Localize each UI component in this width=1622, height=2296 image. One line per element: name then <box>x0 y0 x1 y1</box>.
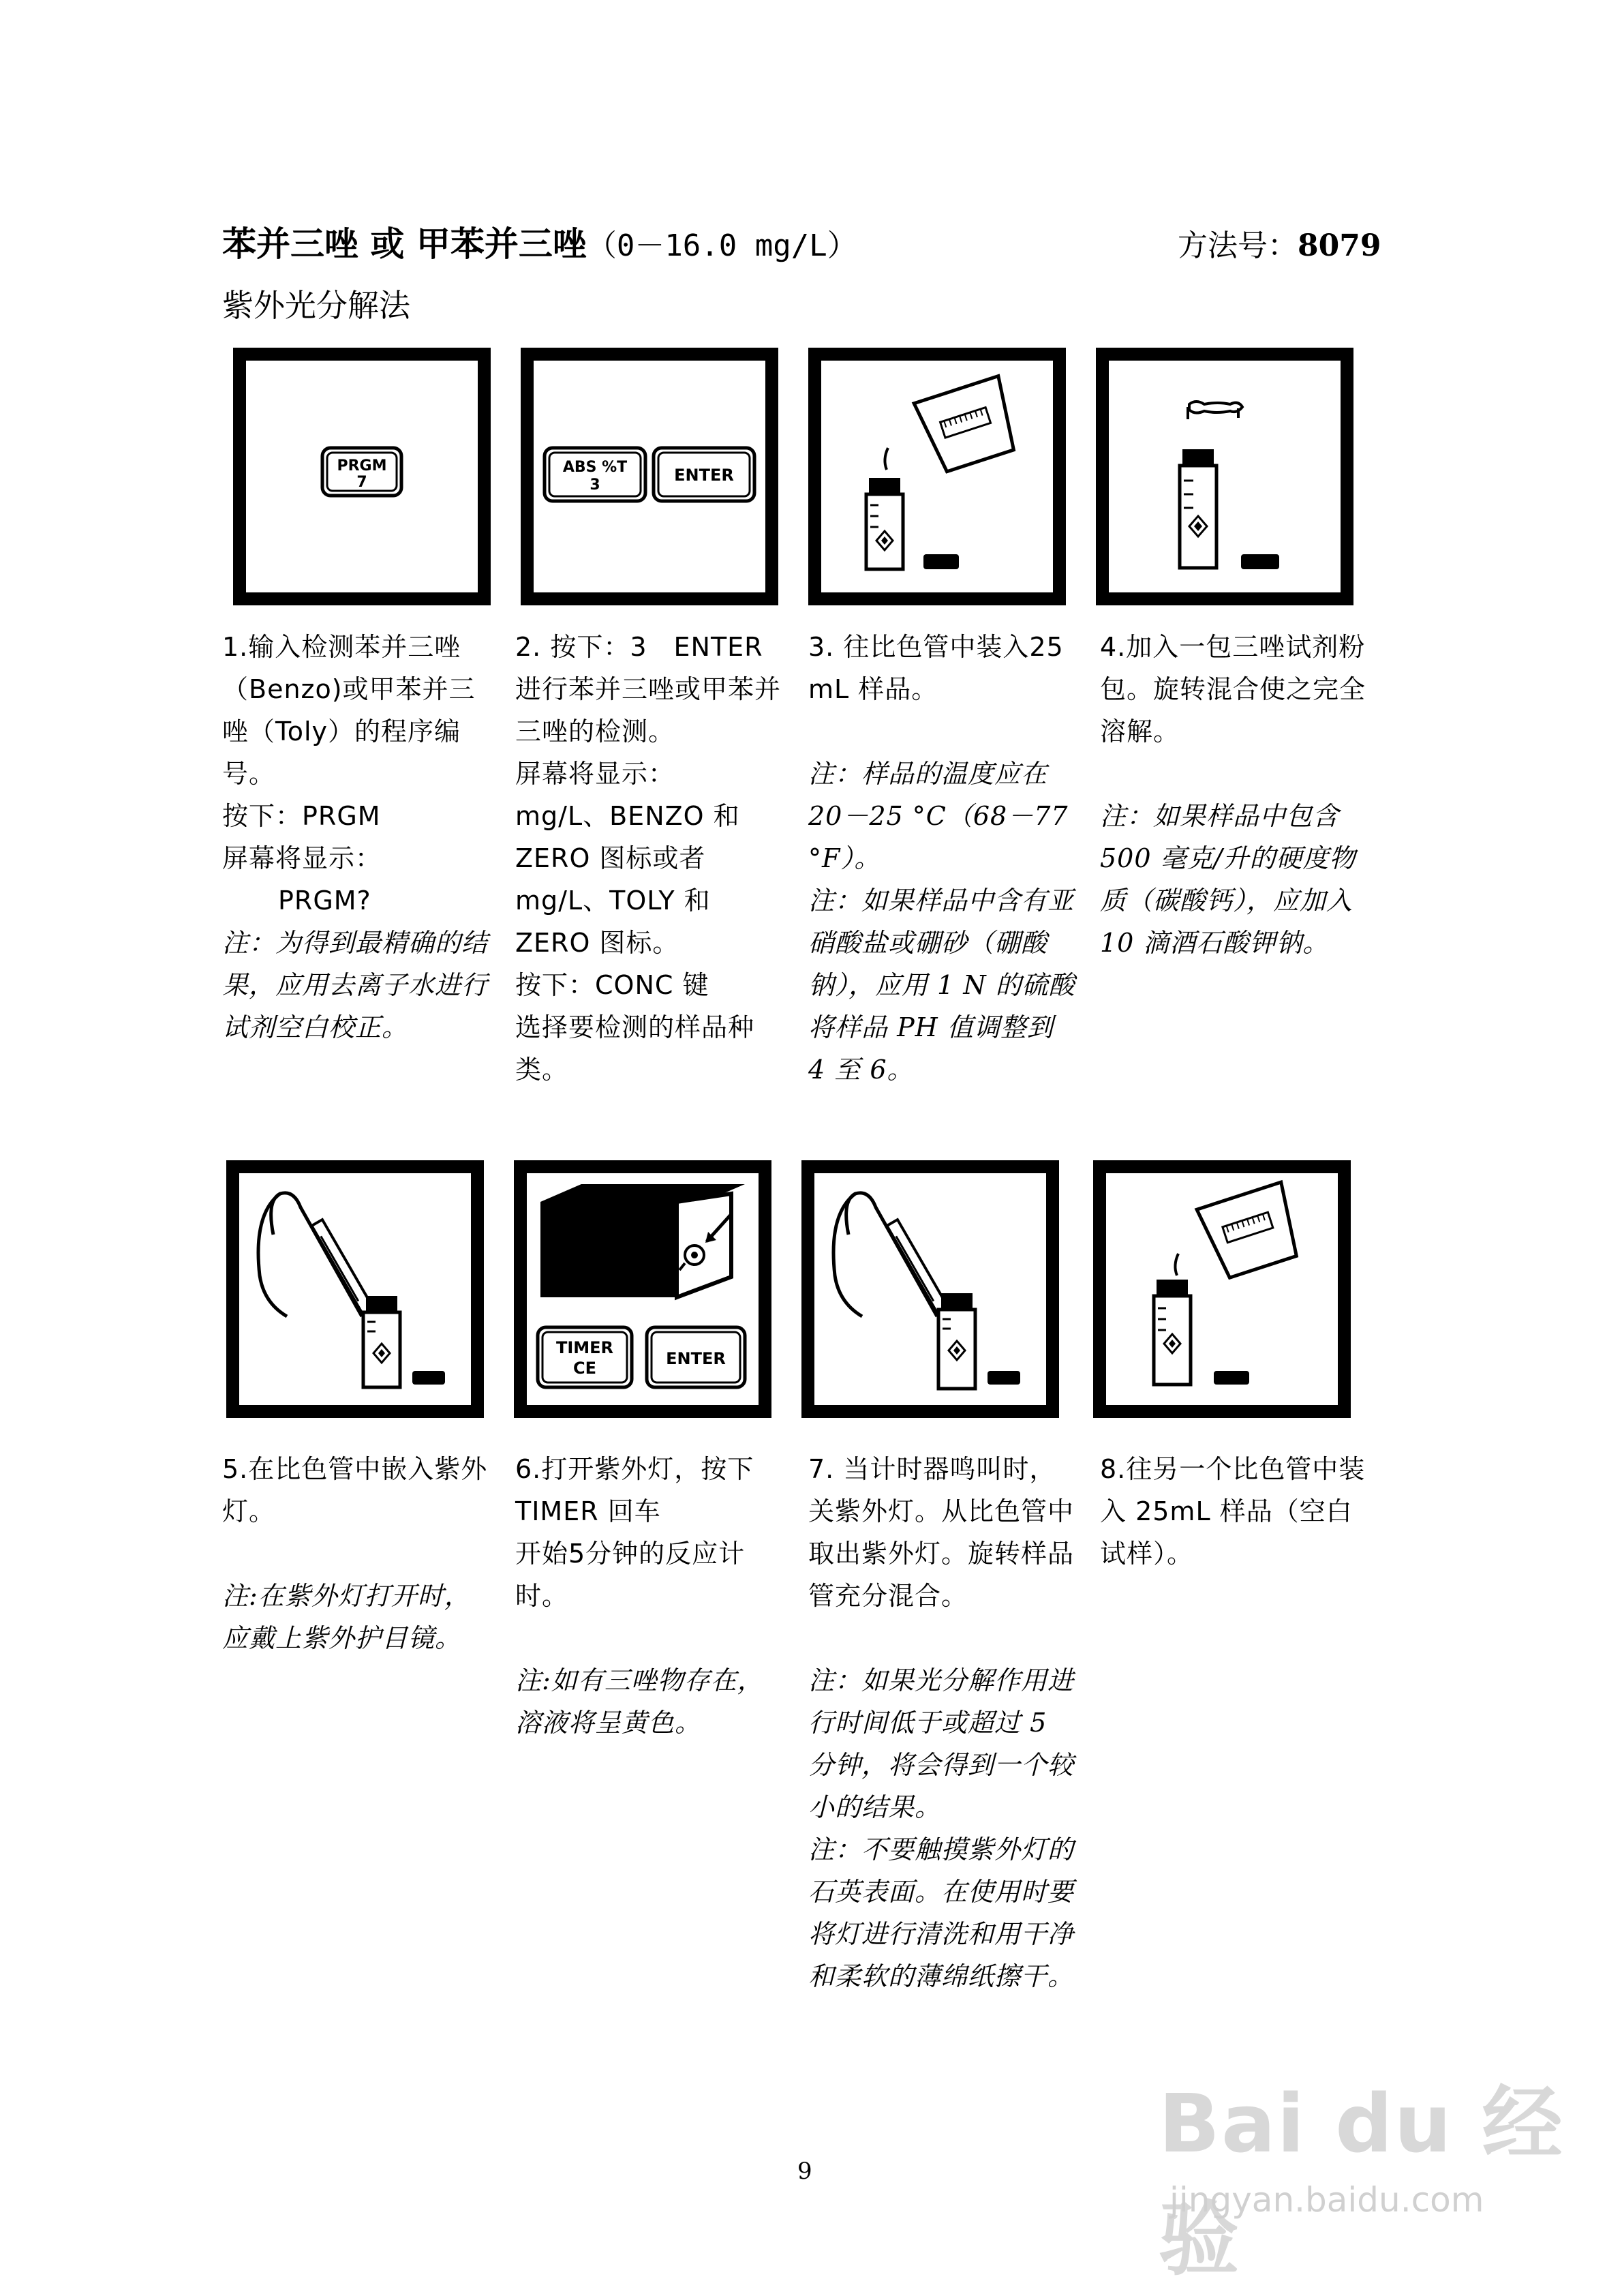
beaker-icon <box>914 376 1022 475</box>
method-number <box>1178 221 1381 265</box>
step-1-line: 屏幕将显示： <box>222 843 382 873</box>
step-3-note: 注：样品的温度应在20－25 °C（68－77 °F）。 <box>808 759 1069 873</box>
prgm-key-icon <box>246 361 478 592</box>
uv-unit-timer-icon <box>527 1173 759 1405</box>
sample-cell-icon <box>363 1296 400 1387</box>
step-7-text <box>808 1448 1080 1997</box>
step-3-text <box>808 626 1080 1091</box>
step-1-note: 注：为得到最精确的结果，应用去离子水进行试剂空白校正。 <box>222 928 489 1042</box>
timer-key-bottom: CE <box>572 1359 597 1378</box>
step-4-illustration <box>1096 348 1353 605</box>
step-6-line: 6.打开紫外灯，按下TIMER 回车 <box>515 1454 754 1526</box>
uv-lamp-icon <box>311 1220 373 1314</box>
step-8-text <box>1100 1448 1371 1575</box>
method-value: 8079 <box>1298 228 1381 263</box>
abs-key-top: ABS %T <box>562 459 628 476</box>
watermark-logo: Bai du 经验 <box>1159 2076 1564 2286</box>
step-5-text <box>222 1448 493 1659</box>
uv-lamp-insert-icon <box>239 1173 471 1405</box>
title-text: 苯并三唑 或 甲苯并三唑 <box>222 224 587 264</box>
cell-cap-icon <box>412 1371 445 1385</box>
cell-cap-icon <box>923 554 959 569</box>
step-2-line: 按下：CONC 键 <box>515 970 709 1000</box>
step-2-line: mg/L、BENZO 和 ZERO 图标或者 mg/L、TOLY 和 ZERO 图标。 <box>515 801 740 958</box>
step-1-illustration <box>233 348 491 605</box>
step-8-illustration <box>1093 1160 1351 1418</box>
enter-key: ENTER <box>674 466 734 485</box>
step-1-line: 1.输入检测苯并三唑（Benzo)或甲苯并三唑（Toly）的程序编号。 <box>222 632 476 789</box>
step-2-text <box>515 626 786 1091</box>
step-7-note: 注：如果光分解作用进行时间低于或超过 5 分钟，将会得到一个较小的结果。 <box>808 1665 1075 1822</box>
abs-enter-keys-icon <box>534 361 765 592</box>
step-6-text <box>515 1448 786 1744</box>
timer-key-top: TIMER <box>555 1338 614 1357</box>
prgm-key-bottom: 7 <box>356 474 367 491</box>
sample-cell-icon <box>1180 449 1216 568</box>
step-4-line: 4.加入一包三唑试剂粉包。旋转混合使之完全溶解。 <box>1100 632 1366 746</box>
cell-cap-icon <box>1241 554 1279 569</box>
cell-cap-icon <box>1214 1371 1249 1385</box>
step-3-note: 注：如果样品中含有亚硝酸盐或硼砂（硼酸钠），应用 1 N 的硫酸将样品 PH 值调整到 4 至 6。 <box>808 886 1075 1085</box>
step-2-line: 选择要检测的样品种类。 <box>515 1012 755 1085</box>
step-8-line: 8.往另一个比色管中装入 25mL 样品（空白试样）。 <box>1100 1454 1366 1569</box>
uv-unit-icon <box>540 1184 745 1297</box>
step-6-line: 开始5分钟的反应计时。 <box>515 1539 746 1611</box>
prgm-key-top: PRGM <box>337 457 387 474</box>
step-5-note: 注:在紫外灯打开时，应戴上紫外护目镜。 <box>222 1581 471 1653</box>
step-6-note: 注:如有三唑物存在，溶液将呈黄色。 <box>515 1665 764 1738</box>
step-2-illustration <box>521 348 778 605</box>
page-title <box>222 217 857 266</box>
step-5-illustration <box>226 1160 484 1418</box>
beaker-icon <box>1197 1182 1304 1281</box>
page-number: 9 <box>797 2158 812 2185</box>
watermark-url: jingyan.baidu.com <box>1169 2180 1484 2220</box>
sample-cell-icon <box>938 1293 975 1389</box>
step-5-line: 5.在比色管中嵌入紫外灯。 <box>222 1454 488 1526</box>
step-7-note: 注：不要触摸紫外灯的石英表面。在使用时要将灯进行清洗和用干净和柔软的薄绵纸擦干。 <box>808 1834 1075 1991</box>
title-range: （0－16.0 mg/L） <box>586 228 857 263</box>
subtitle: 紫外光分解法 <box>222 287 410 324</box>
step-2-line: 屏幕将显示： <box>515 759 675 789</box>
uv-lamp-icon <box>887 1220 949 1314</box>
abs-key-bottom: 3 <box>590 477 600 494</box>
step-4-text <box>1100 626 1371 964</box>
step-6-illustration <box>514 1160 771 1418</box>
step-3-illustration <box>808 348 1066 605</box>
step-7-line: 7. 当计时器鸣叫时，关紫外灯。从比色管中取出紫外灯。旋转样品管充分混合。 <box>808 1454 1075 1611</box>
enter-key: ENTER <box>666 1349 726 1368</box>
sample-cell-icon <box>1154 1280 1191 1385</box>
sample-cell-icon <box>866 478 903 569</box>
method-label: 方法号： <box>1178 228 1298 263</box>
step-7-illustration <box>801 1160 1059 1418</box>
step-4-note: 注：如果样品中包含 500 毫克/升的硬度物质（碳酸钙），应加入 10 滴酒石酸钾钠。 <box>1100 801 1356 958</box>
step-1-text <box>222 626 493 1048</box>
step-3-line: 3. 往比色管中装入25 mL 样品。 <box>808 632 1064 704</box>
add-reagent-icon <box>1109 361 1341 592</box>
cell-cap-icon <box>988 1371 1020 1385</box>
step-1-line: 按下：PRGM <box>222 801 381 831</box>
step-2-line: 2. 按下：3 ENTER进行苯并三唑或甲苯并三唑的检测。 <box>515 632 782 746</box>
pour-blank-icon <box>1106 1173 1338 1405</box>
pour-sample-icon <box>821 361 1053 592</box>
step-1-display: PRGM? <box>278 886 371 916</box>
uv-lamp-remove-icon <box>814 1173 1046 1405</box>
reagent-pillow-icon <box>1188 402 1242 419</box>
